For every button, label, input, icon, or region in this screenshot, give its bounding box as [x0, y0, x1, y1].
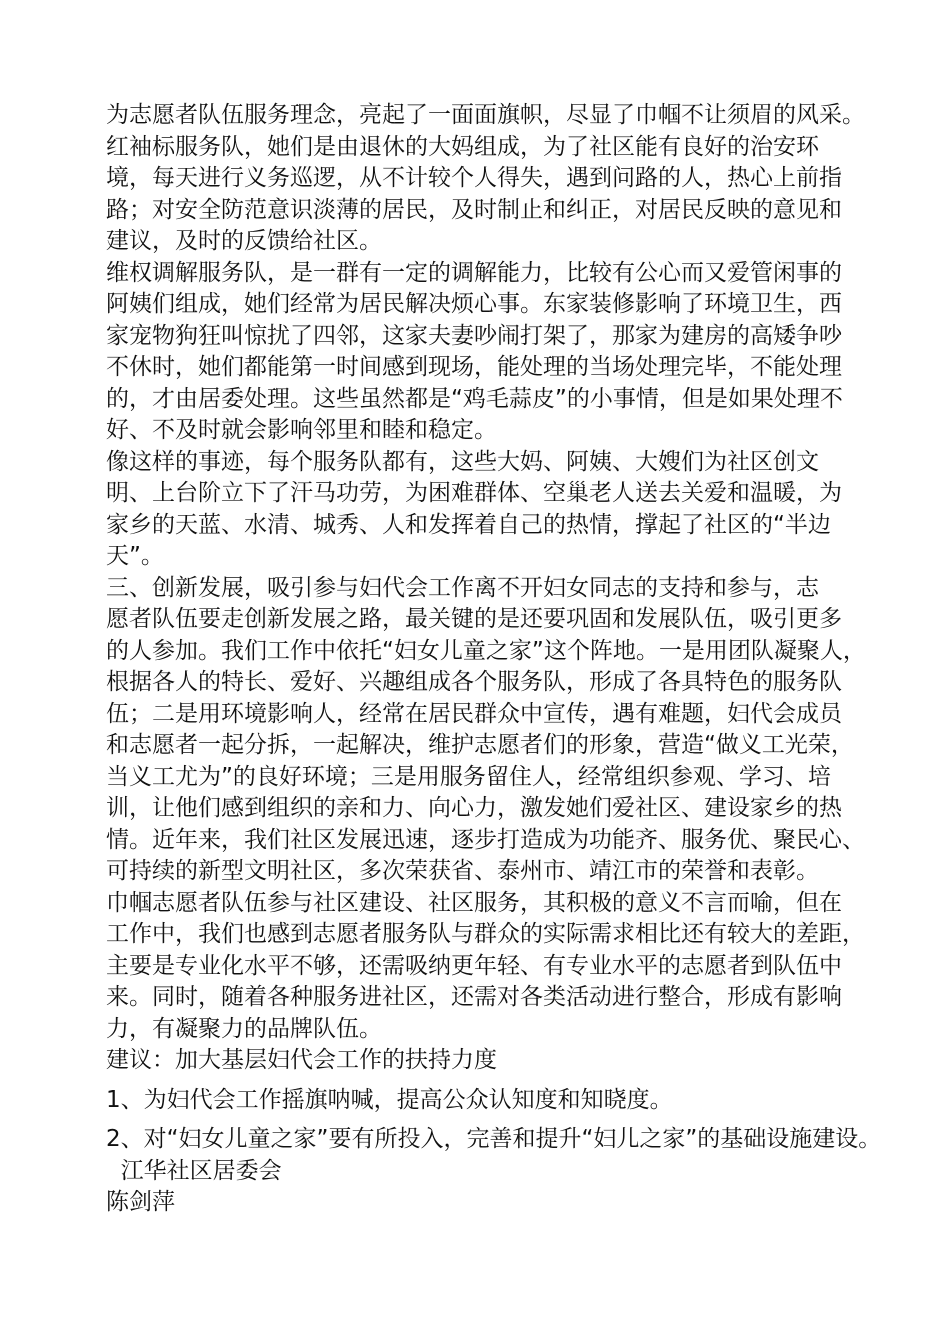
text-line: 根据各人的特长、爱好、兴趣组成各个服务队，形成了各具特色的服务队 — [106, 669, 842, 695]
text-line: 红袖标服务队，她们是由退休的大妈组成，为了社区能有良好的治安环 — [106, 133, 819, 160]
text-line: 建议，及时的反馈给社区。 — [106, 228, 382, 254]
suggestion-heading: 建议：加大基层妇代会工作的扶持力度 — [106, 1047, 497, 1073]
text-line: 路；对安全防范意识淡薄的居民，及时制止和纠正，对居民反映的意见和 — [106, 196, 842, 223]
text-line: 来。同时，随着各种服务进社区，还需对各类活动进行整合，形成有影响 — [106, 984, 842, 1010]
text-line: 工作中，我们也感到志愿者服务队与群众的实际需求相比还有较大的差距， — [106, 921, 865, 947]
text-line: 明、上台阶立下了汗马功劳，为困难群体、空巢老人送去关爱和温暖，为 — [106, 480, 842, 506]
suggestion-item: 2、对“妇女儿童之家”要有所投入，完善和提升“妇儿之家”的基础设施建设。 — [106, 1126, 882, 1152]
document-body — [106, 100, 896, 1219]
text-line: 可持续的新型文明社区，多次荣获省、泰州市、靖江市的荣誉和表彰。 — [106, 858, 819, 884]
text-line: 不休时，她们都能第一时间感到现场，能处理的当场处理完毕，不能处理 — [106, 354, 842, 380]
signature-name: 陈剑萍 — [106, 1189, 175, 1215]
text-line: 情。近年来，我们社区发展迅速，逐步打造成为功能齐、服务优、聚民心、 — [106, 826, 865, 853]
text-line: 家乡的天蓝、水清、城秀、人和发挥着自己的热情，撑起了社区的“半边 — [106, 511, 831, 538]
text-line: 力，有凝聚力的品牌队伍。 — [106, 1015, 382, 1042]
text-line: 好、不及时就会影响邻里和睦和稳定。 — [106, 417, 497, 443]
text-line: 三、创新发展，吸引参与妇代会工作离不开妇女同志的支持和参与，志 — [106, 574, 819, 601]
text-line: 和志愿者一起分拆，一起解决，维护志愿者们的形象，营造“做义工光荣， — [106, 732, 854, 758]
text-line: 的人参加。我们工作中依托“妇女儿童之家”这个阵地。一是用团队凝聚人， — [106, 637, 866, 664]
text-line: 阿姨们组成，她们经常为居民解决烦心事。东家装修影响了环境卫生，西 — [106, 291, 842, 317]
text-line: 主要是专业化水平不够，还需吸纳更年轻、有专业水平的志愿者到队伍中 — [106, 952, 842, 979]
text-line: 愿者队伍要走创新发展之路，最关键的是还要巩固和发展队伍，吸引更多 — [106, 606, 842, 632]
text-line: 训，让他们感到组织的亲和力、向心力，激发她们爱社区、建设家乡的热 — [106, 795, 842, 821]
text-line: 当义工尤为”的良好环境；三是用服务留住人，经常组织参观、学习、培 — [106, 763, 831, 790]
text-line: 家宠物狗狂叫惊扰了四邻，这家夫妻吵闹打架了，那家为建房的高矮争吵 — [106, 322, 842, 349]
text-line: 的，才由居委处理。这些虽然都是“鸡毛蒜皮”的小事情，但是如果处理不 — [106, 385, 843, 412]
text-line: 维权调解服务队，是一群有一定的调解能力，比较有公心而又爱管闲事的 — [106, 259, 842, 286]
text-line: 境，每天进行义务巡逻，从不计较个人得失，遇到问路的人，热心上前指 — [106, 165, 842, 191]
text-line: 天”。 — [106, 543, 164, 569]
text-line: 像这样的事迹，每个服务队都有，这些大妈、阿姨、大嫂们为社区创文 — [106, 448, 819, 475]
text-line: 为志愿者队伍服务理念，亮起了一面面旗帜，尽显了巾帼不让须眉的风采。 — [106, 102, 865, 128]
text-line: 巾帼志愿者队伍参与社区建设、社区服务，其积极的意义不言而喻，但在 — [106, 889, 842, 916]
suggestion-item: 1、为妇代会工作摇旗呐喊，提高公众认知度和知晓度。 — [106, 1086, 673, 1113]
text-line: 伍；二是用环境影响人，经常在居民群众中宣传，遇有难题，妇代会成员 — [106, 700, 842, 727]
signature-organization: 江华社区居委会 — [106, 1157, 282, 1184]
